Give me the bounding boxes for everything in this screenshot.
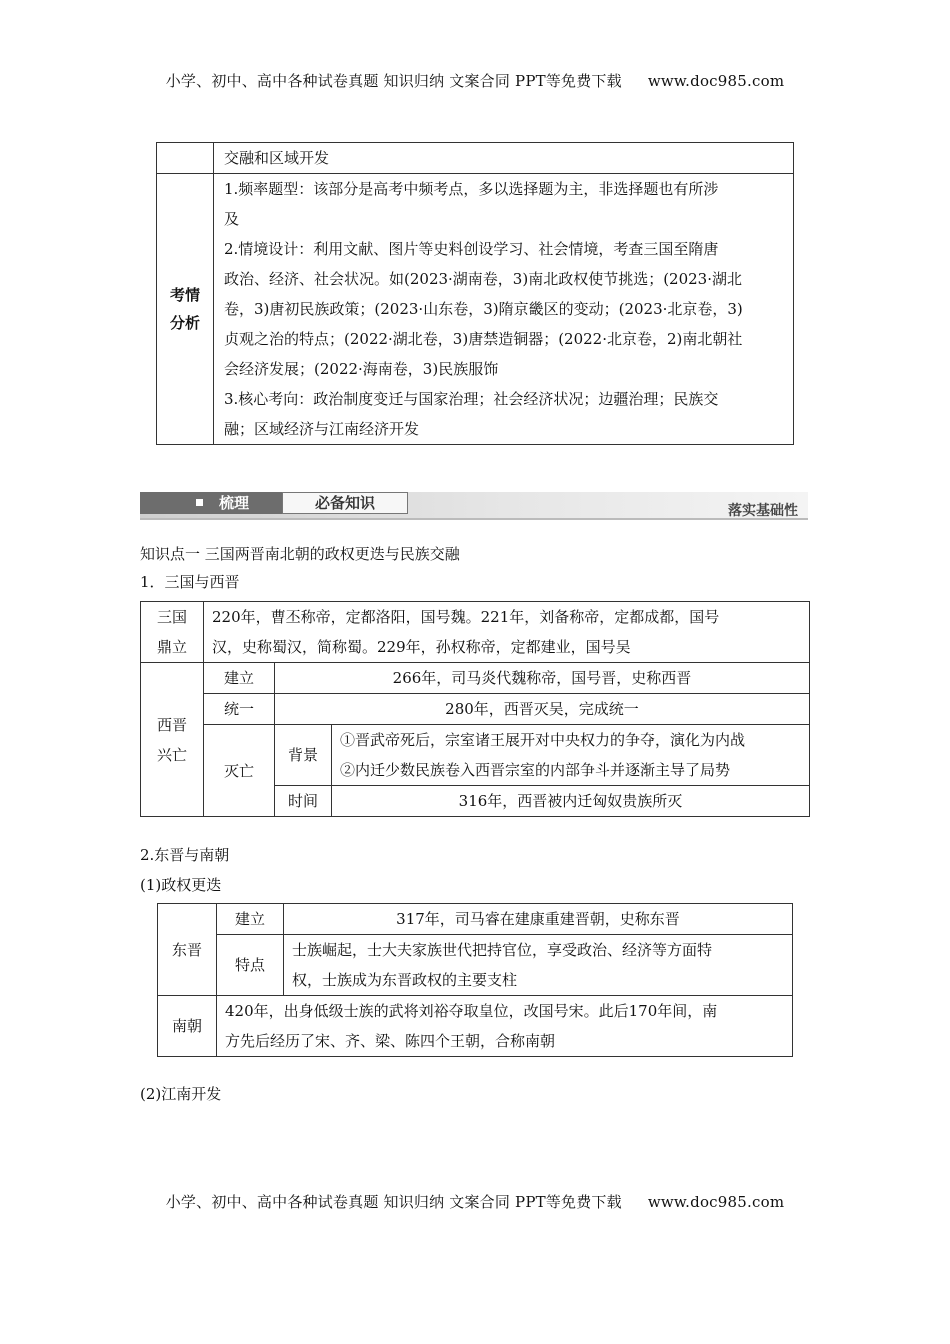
subheading-2-2: (2)江南开发 [140, 1085, 222, 1103]
label-line: 分析 [169, 314, 200, 332]
text-line: 融；区域经济与江南经济开发 [224, 420, 420, 438]
label-line: 兴亡 [156, 745, 187, 764]
table-row [157, 143, 794, 174]
section-banner [140, 492, 808, 520]
text-line: 220年，曹丕称帝，定都洛阳，国号魏。221年，刘备称帝，定都成都，国号 [212, 608, 720, 626]
table-cell: 时间 [275, 786, 332, 817]
text-line: 3.核心考向：政治制度变迁与国家治理；社会经济状况；边疆治理；民族交 [224, 390, 719, 408]
table-cell: 266年，司马炎代魏称帝，国号晋，史称西晋 [275, 663, 810, 694]
text-line: 士族崛起，士大夫家族世代把持官位，享受政治、经济等方面特 [292, 941, 713, 959]
table-row [141, 725, 810, 786]
text-line: 政治、经济、社会状况。如(2023·湖南卷，3)南北政权使节挑选；(2023·湖北 [224, 270, 742, 288]
table-cell: 316年，西晋被内迁匈奴贵族所灭 [332, 786, 810, 817]
table-cell [204, 602, 810, 663]
label-line: 考情 [169, 286, 200, 304]
subheading-2: 2.东晋与南朝 [140, 846, 230, 864]
table-row [157, 174, 794, 445]
table-cell: 建立 [217, 904, 284, 935]
knowledge-point-heading: 知识点一 三国两晋南北朝的政权更迭与民族交融 [140, 545, 460, 563]
page-header [0, 70, 950, 91]
footer-url[interactable]: www.doc985.com [647, 1193, 785, 1211]
east-jin-table [157, 903, 793, 1057]
text-line: 方先后经历了宋、齐、梁、陈四个王朝，合称南朝 [225, 1032, 556, 1050]
table-row [158, 935, 793, 996]
table-row [141, 602, 810, 663]
label-line: 三国 [156, 608, 187, 626]
table-cell: 统一 [204, 694, 275, 725]
banner-right-text: 落实基础性 [728, 503, 798, 519]
text-line: 会经济发展；(2022·海南卷，3)民族服饰 [224, 360, 499, 378]
table-row [141, 663, 810, 694]
table-cell: 建立 [204, 663, 275, 694]
table-cell: 特点 [217, 935, 284, 996]
table-row [158, 904, 793, 935]
footer-text: 小学、初中、高中各种试卷真题 知识归纳 文案合同 PPT等免费下载 [165, 1193, 622, 1211]
text-line: 1.频率题型：该部分是高考中频考点，多以选择题为主，非选择题也有所涉 [224, 180, 719, 198]
table-cell: 317年，司马睿在建康重建晋朝，史称东晋 [284, 904, 793, 935]
text-line: ①晋武帝死后，宗室诸王展开对中央权力的争夺，演化为内战 [340, 731, 746, 749]
text-line: 权，士族成为东晋政权的主要支柱 [292, 971, 518, 989]
table-cell: 280年，西晋灭吴，完成统一 [275, 694, 810, 725]
table-cell: 东晋 [158, 904, 217, 996]
banner-subtitle: 必备知识 [282, 492, 408, 514]
subheading-1: 1．三国与西晋 [140, 573, 240, 591]
table-cell [157, 143, 214, 174]
text-line: 420年，出身低级士族的武将刘裕夺取皇位，改国号宋。此后170年间，南 [225, 1002, 718, 1020]
banner-title [140, 492, 282, 514]
subheading-2-1: (1)政权更迭 [140, 876, 222, 894]
table-cell: 南朝 [158, 996, 217, 1057]
table-cell [284, 935, 793, 996]
square-bullet-icon [196, 499, 203, 506]
table-cell: 背景 [275, 725, 332, 786]
table-cell [141, 663, 204, 817]
table-cell: 交融和区域开发 [214, 143, 794, 174]
text-line: 2.情境设计：利用文献、图片等史料创设学习、社会情境，考查三国至隋唐 [224, 240, 719, 258]
exam-analysis-table [156, 142, 794, 445]
header-url[interactable]: www.doc985.com [647, 72, 785, 90]
header-text: 小学、初中、高中各种试卷真题 知识归纳 文案合同 PPT等免费下载 [165, 72, 622, 90]
label-line: 西晋 [156, 715, 187, 734]
table-cell: 灭亡 [204, 725, 275, 817]
table-cell [141, 602, 204, 663]
analysis-content [214, 174, 794, 445]
table-row [141, 694, 810, 725]
analysis-label [157, 174, 214, 445]
three-kingdoms-table [140, 601, 810, 817]
text-line: 汉，史称蜀汉，简称蜀。229年，孙权称帝，定都建业，国号吴 [212, 638, 631, 656]
page-footer [0, 1191, 950, 1212]
text-line: 卷，3)唐初民族政策；(2023·山东卷，3)隋京畿区的变动；(2023·北京卷，3) [224, 300, 743, 318]
table-cell [332, 725, 810, 786]
text-line: ②内迁少数民族卷入西晋宗室的内部争斗并逐渐主导了局势 [340, 761, 731, 779]
label-line: 鼎立 [156, 638, 187, 656]
text-line: 及 [224, 210, 240, 228]
table-cell [217, 996, 793, 1057]
banner-left-text: 梳理 [219, 494, 250, 512]
table-row [158, 996, 793, 1057]
text-line: 贞观之治的特点；(2022·湖北卷，3)唐禁造铜器；(2022·北京卷，2)南北朝社 [224, 330, 743, 348]
